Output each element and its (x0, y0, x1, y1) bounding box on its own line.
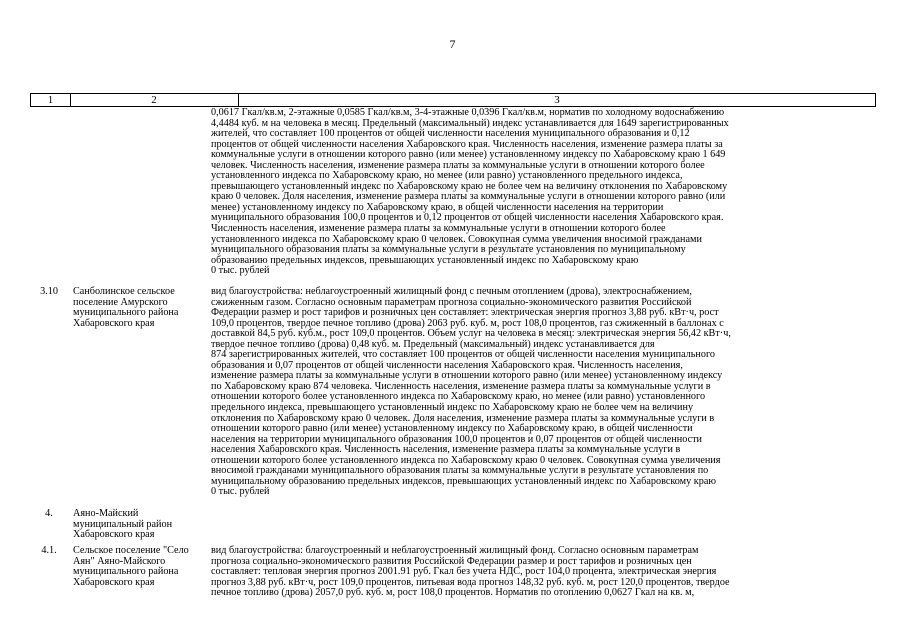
header-col-1: 1 (31, 94, 71, 106)
row-number: 4.1. (41, 545, 57, 556)
row-name: Санболинское сельское поселение Амурского муниципального района Хабаровского края (73, 286, 179, 329)
row-name: Аяно-Майский муниципальный район Хабаровского края (73, 508, 173, 541)
table-row-continuation (0, 108, 905, 278)
table-row (0, 509, 905, 541)
row-name: Сельское поселение "Село Аян" Аяно-Майского муниципального района Хабаровского края (73, 545, 189, 588)
row-number: 3.10 (40, 286, 58, 297)
header-col-3: 3 (554, 94, 560, 106)
row-description: вид благоустройства: благоустроенный и неблагоустроенный жилищный фонд. Согласно основным параметрам прогноза социально-экономического развития Российской Федерации размер и рост тарифов и розничных цен составляет: тепловая энергия прогноз 2001.91 руб. Гкал без учета НДС, рост 104,0 процента, электрическая энергия прогноз 3,88 руб. кВт·ч, рост 109,0 процентов, питьевая вода прогноз 148,32 руб. куб. м, рост 120,0 процентов, твердое печное топливо (дрова) 2057,0 руб. куб. м, рост 108,0 процентов. Норматив по отоплению 0,0627 Гкал на кв. м, (211, 545, 730, 599)
row-number: 4. (45, 508, 53, 519)
table-row (0, 546, 905, 640)
row-description: вид благоустройства: неблагоустроенный жилищный фонд с печным отоплением (дрова), электроснабжением, сжиженным газом. Согласно основным параметрам прогноза социально-экономического развития Российской Федерации размер и рост тарифов и розничных цен составляет: электрическая энергия прогноз 3,88 руб. кВт·ч, рост 109,0 процентов, твердое печное топливо (дрова) 2063 руб. куб. м, рост 108,0 процентов, газ сжиженный в баллонах с доставкой 84,5 руб. куб.м., рост 109,0 процентов. Объем услуг на человека в месяц: электрическая энергия 56,42 кВт·ч, твердое печное топливо (дрова) 0,48 куб. м. Предельный (максимальный) индекс устанавливается для 874 зарегистрированных жителей, что составляет 100 процентов от общей численности населения муниципального образования и 0,07 процентов от общей численности населения Хабаровского края. Численность населения, изменение размера платы за коммунальные услуги в отношении которого равно (или менее) установленному индексу по Хабаровскому краю 874 человека. Численность населения, изменение размера платы за коммунальные услуги в отношении которого более установленного индекса по Хабаровскому краю, но менее (или равно) установленного предельного индекса, превышающего установленный индекс по Хабаровскому краю не более чем на величину отклонения по Хабаровскому краю 0 человек. Доля населения, изменение размера платы за коммунальные услуги в отношении которого равно (или менее) установленному индексу по Хабаровскому краю, в общей численности населения на территории муниципального образования 100,0 процентов и 0,07 процентов от общей численности населения Хабаровского края. Численность населения, изменение размера платы за коммунальные услуги в отношении которого более установленного индекса по Хабаровскому краю 0 человек. Совокупная сумма увеличения вносимой гражданами муниципального образования платы за коммунальные услуги в результате установления по муниципальному образованию предельных индексов, превышающих установленный индекс по Хабаровскому краю 0 тыс. рублей (211, 286, 731, 498)
table-header-row (30, 93, 876, 107)
table-row (0, 287, 905, 503)
row-description: 0,0617 Гкал/кв.м, 2-этажные 0,0585 Гкал/кв.м, 3-4-этажные 0,0396 Гкал/кв.м, норматив по холодному водоснабжению 4,4484 куб. м на человека в месяц. Предельный (максимальный) индекс устанавливается для 1649 зарегистрированных жителей, что составляет 100 процентов от общей численности населения муниципального образования и 0,12 процентов от общей численности населения Хабаровского края. Численность населения, изменение размера платы за коммунальные услуги в отношении которого равно (или менее) установленному индексу по Хабаровскому краю 1 649 человек. Численность населения, изменение размера платы за коммунальные услуги в отношении которого более установленного индекса по Хабаровскому краю, но менее (или равно) установленного предельного индекса, превышающего установленный индекс по Хабаровскому краю не более чем на величину отклонения по Хабаровскому краю 0 человек. Доля населения, изменение размера платы за коммунальные услуги в отношении которого равно (или менее) установленному индексу по Хабаровскому краю, в общей численности населения на территории муниципального образования 100,0 процентов и 0,12 процентов от общей численности населения Хабаровского края. Численность населения, изменение размера платы за коммунальные услуги в отношении которого более установленного индекса по Хабаровскому краю 0 человек. Совокупная сумма увеличения вносимой гражданами муниципального образования платы за коммунальные услуги в результате установления по муниципальному образованию предельных индексов, превышающих установленный индекс по Хабаровскому краю 0 тыс. рублей (211, 107, 729, 277)
header-col-2: 2 (70, 94, 239, 106)
page-number: 7 (449, 37, 456, 51)
